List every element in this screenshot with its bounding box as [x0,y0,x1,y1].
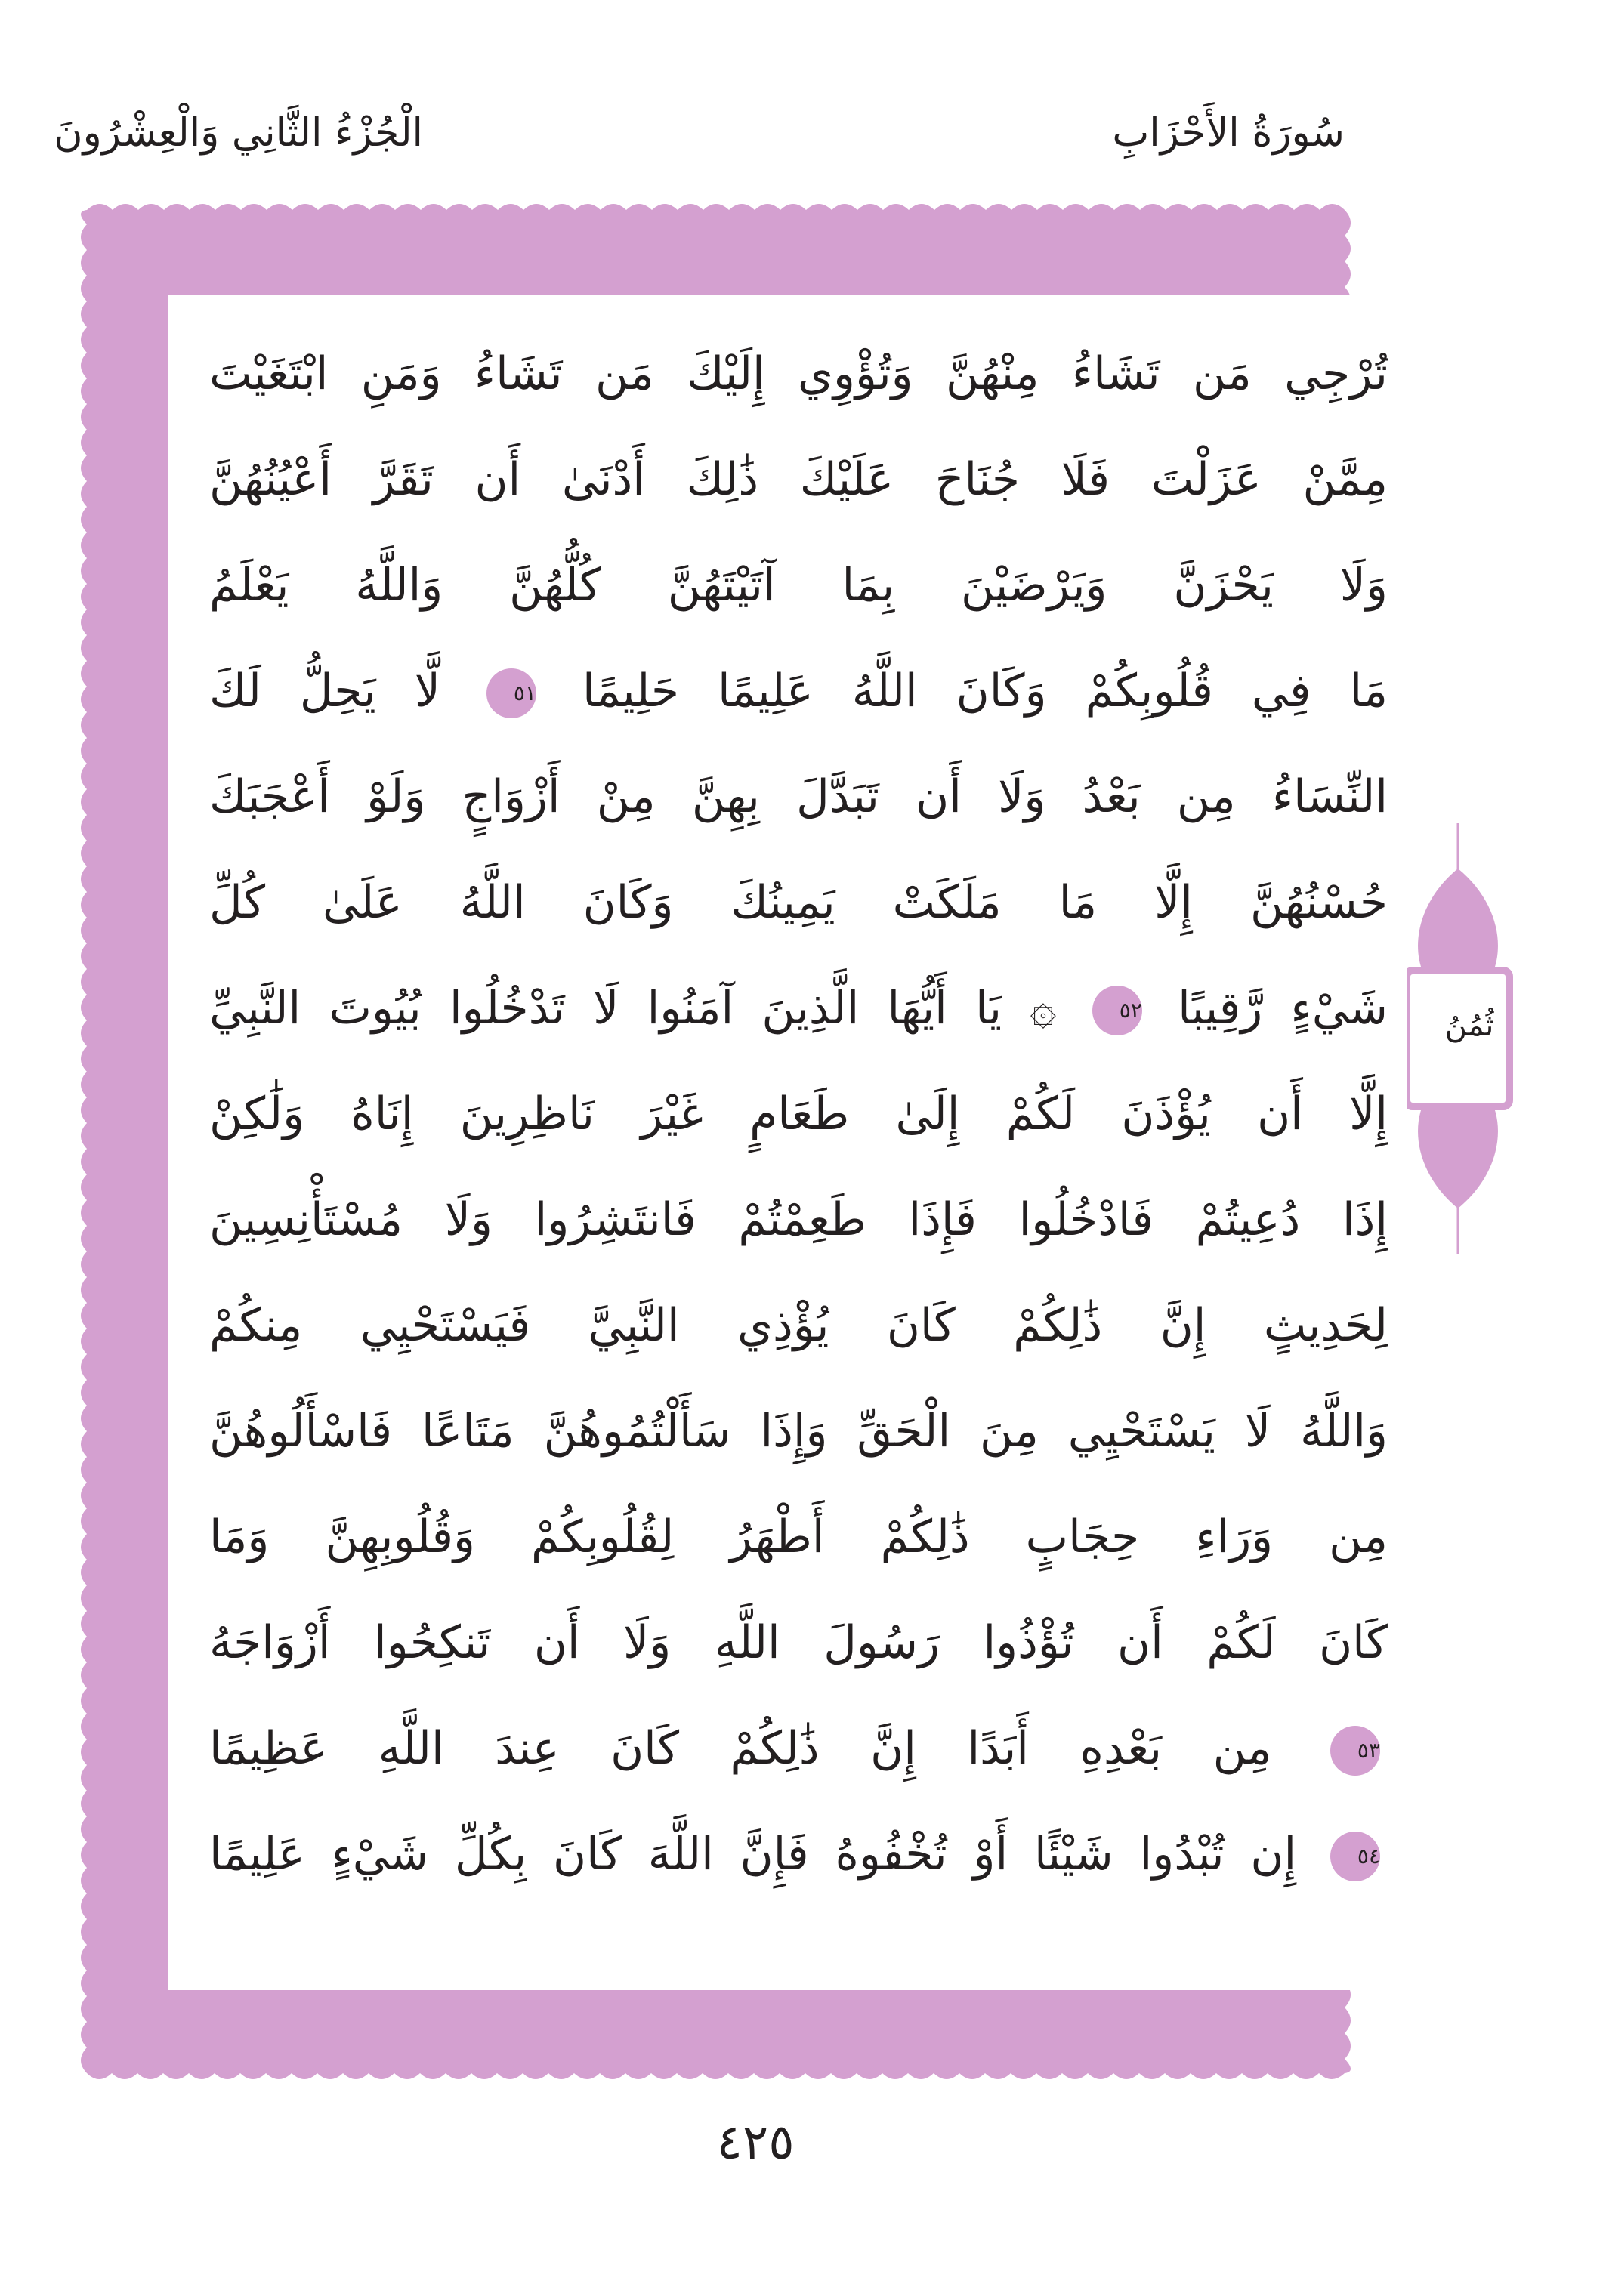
line-text: إِذَا دُعِيتُمْ فَادْخُلُوا فَإِذَا طَعِمْتُمْ فَانتَشِرُوا وَلَا مُسْتَأْنِسِينَ [209,1193,1388,1246]
line-text: النِّسَاءُ مِن بَعْدُ وَلَا أَن تَبَدَّلَ بِهِنَّ مِنْ أَزْوَاجٍ وَلَوْ أَعْجَبَكَ [209,770,1388,823]
line-text: مِن بَعْدِهِ أَبَدًا إِنَّ ذَٰلِكُمْ كَانَ عِندَ اللَّهِ عَظِيمًا [209,1722,1272,1775]
line-text: مِمَّنْ عَزَلْتَ فَلَا جُنَاحَ عَلَيْكَ ذَٰلِكَ أَدْنَىٰ أَن تَقَرَّ أَعْيُنُهُنَّ [209,453,1388,506]
line-text: مِن وَرَاءِ حِجَابٍ ذَٰلِكُمْ أَطْهَرُ لِقُلُوبِكُمْ وَقُلُوبِهِنَّ وَمَا [209,1511,1388,1563]
ornament-top-dome [1418,869,1498,982]
ayah-line [209,846,1388,959]
ayah-number-marker: ٥٤ [1330,1832,1380,1881]
ayah-line [209,634,1388,748]
ayah-line [209,1480,1388,1594]
line-text: تُرْجِي مَن تَشَاءُ مِنْهُنَّ وَتُؤْوِي إِلَيْكَ مَن تَشَاءُ وَمَنِ ابْتَغَيْتَ [209,347,1388,400]
text-panel [168,295,1407,1990]
line-text: لِحَدِيثٍ إِنَّ ذَٰلِكُمْ كَانَ يُؤْذِي النَّبِيَّ فَيَسْتَحْيِي مِنكُمْ [209,1299,1388,1352]
thumn-label: ثُمُنُ [1444,1008,1494,1043]
ayah-number-marker: ٥١ [486,668,536,718]
ayah-line [209,1798,1388,1911]
ornament-bottom-dome [1418,1095,1498,1208]
line-text: وَلَا يَحْزَنَّ وَيَرْضَيْنَ بِمَا آتَيْتَهُنَّ كُلُّهُنَّ وَاللَّهُ يَعْلَمُ [209,559,1388,612]
line-text: إِن تُبْدُوا شَيْئًا أَوْ تُخْفُوهُ فَإِنَّ اللَّهَ كَانَ بِكُلِّ شَيْءٍ عَلِيمًا [209,1828,1297,1881]
ayah-line [209,423,1388,536]
line-text: مَا فِي قُلُوبِكُمْ وَكَانَ اللَّهُ عَلِيمًا حَلِيمًا [582,665,1388,718]
line-text: حُسْنُهُنَّ إِلَّا مَا مَلَكَتْ يَمِينُكَ وَكَانَ اللَّهُ عَلَىٰ كُلِّ [209,876,1388,929]
line-text: إِلَّا أَن يُؤْذَنَ لَكُمْ إِلَىٰ طَعَامٍ غَيْرَ نَاظِرِينَ إِنَاهُ وَلَٰكِنْ [209,1088,1388,1140]
ayah-line [209,1163,1388,1276]
ayah-line [209,740,1388,853]
ayah-line [209,1692,1388,1805]
ayah-line [209,1586,1388,1699]
ayah-number-marker: ٥٣ [1330,1726,1380,1776]
line-text: وَاللَّهُ لَا يَسْتَحْيِي مِنَ الْحَقِّ وَإِذَا سَأَلْتُمُوهُنَّ مَتَاعًا فَاسْأَلُوهُنَّ [209,1405,1388,1458]
surah-name: سُورَةُ الأَحْزَابِ [1112,110,1345,156]
ayah-line [209,952,1388,1065]
ayah-line [209,317,1388,430]
ayah-number-marker: ٥٢ [1092,986,1142,1035]
line-text: شَيْءٍ رَّقِيبًا [1178,982,1388,1035]
line-text: ۞ يَا أَيُّهَا الَّذِينَ آمَنُوا لَا تَدْخُلُوا بُيُوتَ النَّبِيِّ [209,982,1057,1035]
page-number: ٤٢٥ [716,2115,795,2171]
line-text: لَّا يَحِلُّ لَكَ [209,665,440,718]
ayah-line [209,1375,1388,1488]
ayah-line [209,529,1388,642]
ayah-line [209,1269,1388,1382]
juz-name: الْجُزْءُ الثَّانِي وَالْعِشْرُونَ [54,110,423,156]
line-text: كَانَ لَكُمْ أَن تُؤْذُوا رَسُولَ اللَّهِ وَلَا أَن تَنكِحُوا أَزْوَاجَهُ [209,1616,1388,1669]
ayah-line [209,1057,1388,1171]
